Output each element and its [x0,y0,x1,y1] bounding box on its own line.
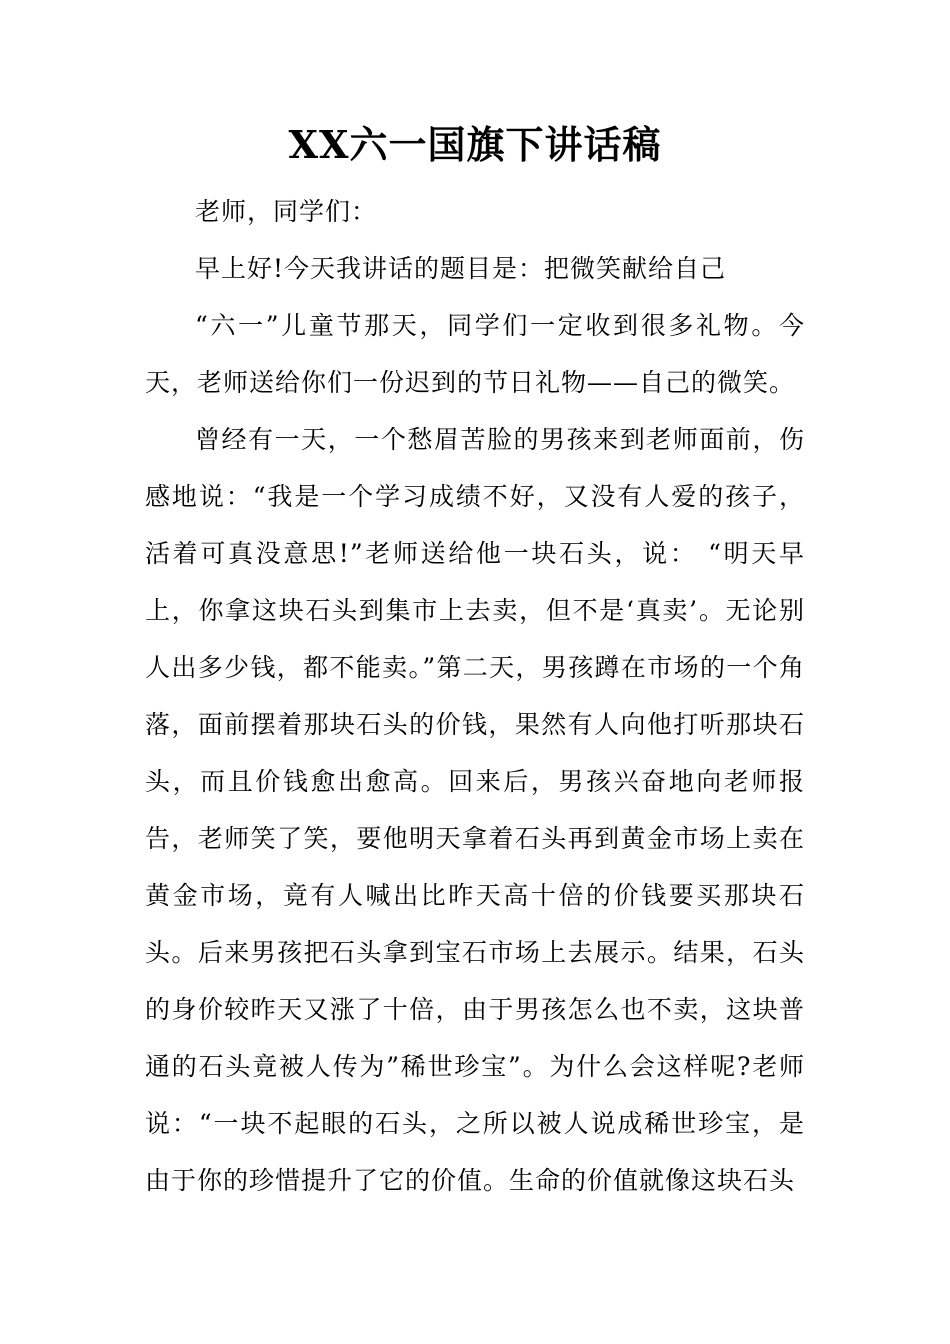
paragraph-greeting: 老师，同学们： [195,197,378,226]
document-body [145,183,805,1209]
paragraph-story: 曾经有一天，一个愁眉苦脸的男孩来到老师面前，伤感地说：“我是一个学习成绩不好，又没有人爱的孩子，活着可真没意思!”老师送给他一块石头，说： “明天早上，你拿这块石头到集市上去卖，但不是‘真卖’。无论别人出多少钱，都不能卖。”第二天，男孩蹲在市场的一个角落，面前摆着那块石头的价钱，果然有人向他打听那块石头，而且价钱愈出愈高。回来后，男孩兴奋地向老师报告，老师笑了笑，要他明天拿着石头再到黄金市场上卖在黄金市场，竟有人喊出比昨天高十倍的价钱要买那块石头。后来男孩把石头拿到宝石市场上去展示。结果，石头的身价较昨天又涨了十倍，由于男孩怎么也不卖，这块普通的石头竟被人传为”稀世珍宝”。为什么会这样呢?老师说：“一块不起眼的石头，之所以被人说成稀世珍宝，是由于你的珍惜提升了它的价值。生命的价值就像这块石头 [145,425,805,1195]
paragraph-topic: 早上好!今天我讲话的题目是：把微笑献给自己 [195,254,727,283]
document-title: XX六一国旗下讲话稿 [288,122,662,167]
paragraph-gift: “六一”儿童节那天，同学们一定收到很多礼物。今天，老师送给你们一份迟到的节日礼物——自己的微笑。 [145,311,805,397]
